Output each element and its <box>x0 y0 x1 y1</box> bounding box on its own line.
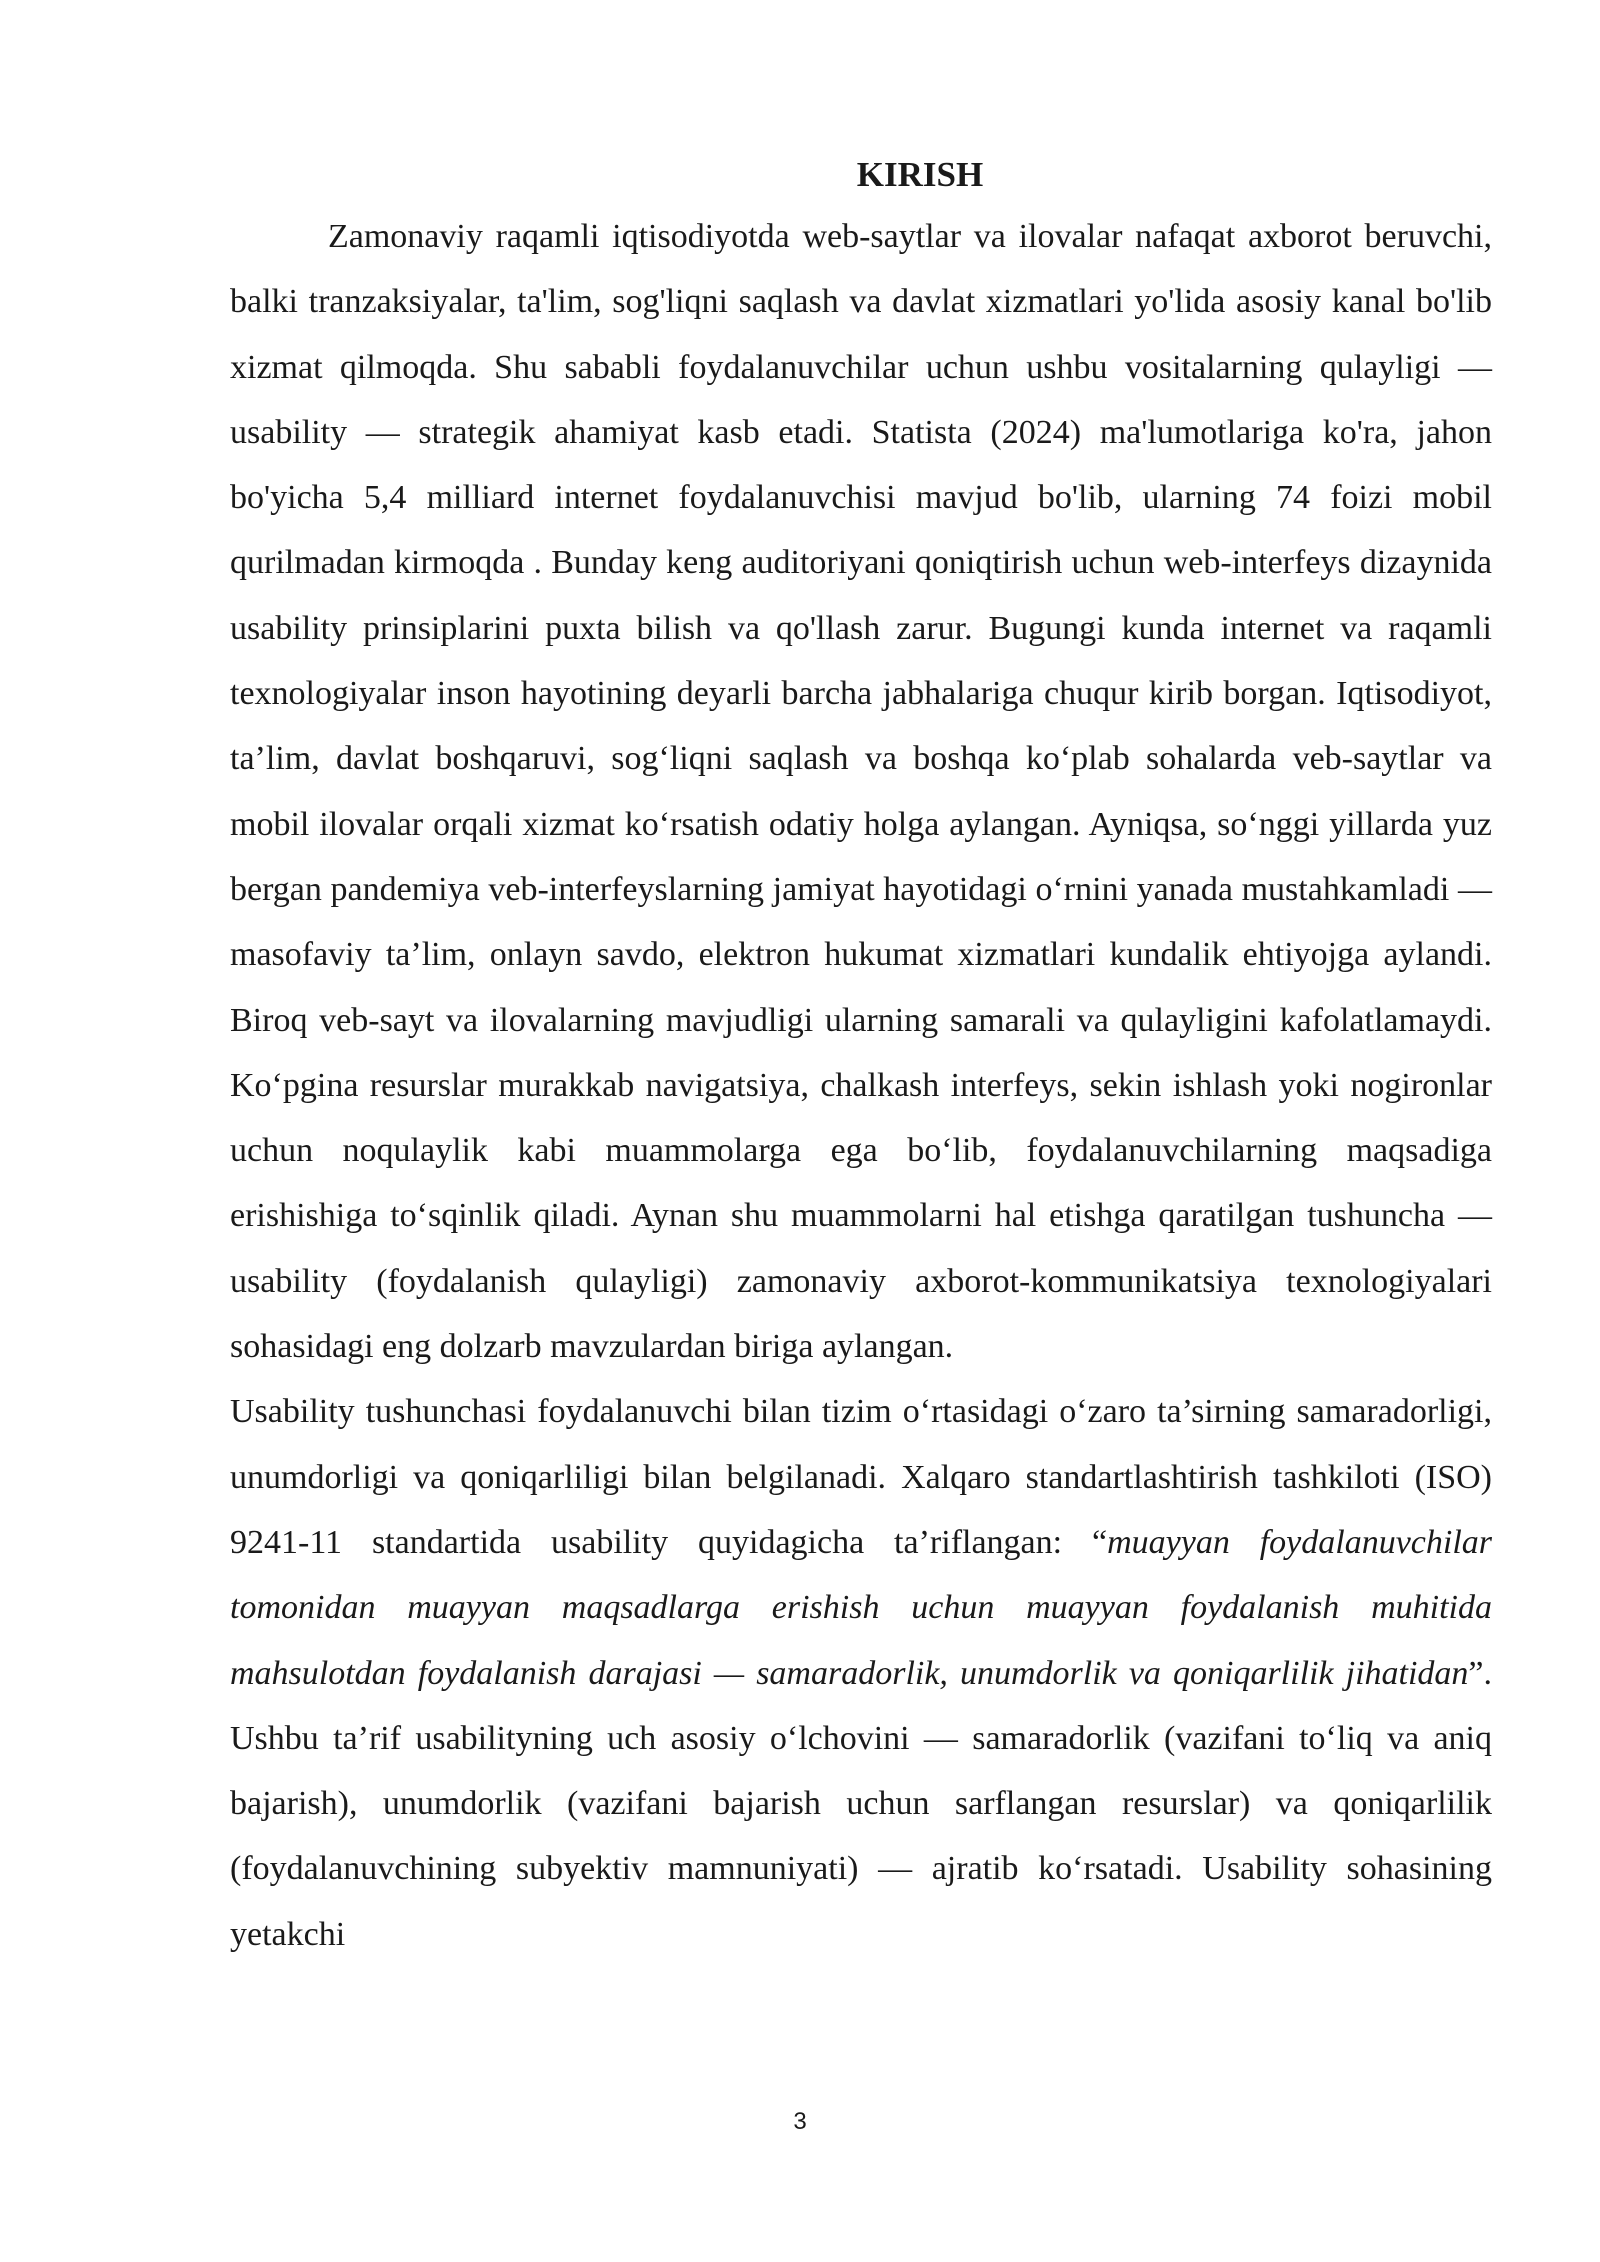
paragraph-text-before-quote: Usability tushunchasi foydalanuvchi bilan tizim o‘rtasidagi o‘zaro ta’sirning samaradorligi, unumdorligi va qoniqarliligi bilan belgilanadi. Xalqaro standartlashtirish tashkiloti (ISO) 9241-11 standartida usability quyidagicha ta’riflangan: “ <box>230 1393 1492 1561</box>
paragraph-text-after-quote: ”. Ushbu ta’rif usabilityning uch asosiy o‘lchovini — samaradorlik (vazifani to‘liq va aniq bajarish), unumdorlik (vazifani bajarish uchun sarflangan resurslar) va qoniqarlilik (foydalanuvchining subyektiv mamnuniyati) — ajratib ko‘rsatadi. Usability sohasining yetakchi <box>230 1654 1492 1953</box>
iso-definition-quote: muayyan foydalanuvchilar tomonidan muayyan maqsadlarga erishish uchun muayyan foydalanish muhitida mahsulotdan foydalanish darajasi — samaradorlik, unumdorlik va qoniqarlilik jihatidan <box>230 1523 1492 1692</box>
paragraph-usability-definition <box>230 1379 1492 1967</box>
page-body <box>230 146 1492 1967</box>
page-number: 3 <box>793 2108 807 2135</box>
paragraph-introduction: Zamonaviy raqamli iqtisodiyotda web-saytlar va ilovalar nafaqat axborot beruvchi, balki tranzaksiyalar, ta'lim, sog'liqni saqlash va davlat xizmatlari yo'lida asosiy kanal bo'lib xizmat qilmoqda. Shu sababli foydalanuvchilar uchun ushbu vositalarning qulayligi — usability — strategik ahamiyat kasb etadi. Statista (2024) ma'lumotlariga ko'ra, jahon bo'yicha 5,4 milliard internet foydalanuvchisi mavjud bo'lib, ularning 74 foizi mobil qurilmadan kirmoqda . Bunday keng auditoriyani qoniqtirish uchun web-interfeys dizaynida usability prinsiplarini puxta bilish va qo'llash zarur. Bugungi kunda internet va raqamli texnologiyalar inson hayotining deyarli barcha jabhalariga chuqur kirib borgan. Iqtisodiyot, ta’lim, davlat boshqaruvi, sog‘liqni saqlash va boshqa ko‘plab sohalarda veb-saytlar va mobil ilovalar orqali xizmat ko‘rsatish odatiy holga aylangan. Ayniqsa, so‘nggi yillarda yuz bergan pandemiya veb-interfeyslarning jamiyat hayotidagi o‘rnini yanada mustahkamladi — masofaviy ta’lim, onlayn savdo, elektron hukumat xizmatlari kundalik ehtiyojga aylandi. Biroq veb-sayt va ilovalarning mavjudligi ularning samarali va qulayligini kafolatlamaydi. Ko‘pgina resurslar murakkab navigatsiya, chalkash interfeys, sekin ishlash yoki nogironlar uchun noqulaylik kabi muammolarga ega bo‘lib, foydalanuvchilarning maqsadiga erishishiga to‘sqinlik qiladi. Aynan shu muammolarni hal etishga qaratilgan tushuncha — usability (foydalanish qulayligi) zamonaviy axborot-kommunikatsiya texnologiyalari sohasidagi eng dolzarb mavzulardan biriga aylangan. <box>230 218 1492 1366</box>
section-heading: KIRISH <box>856 155 984 194</box>
